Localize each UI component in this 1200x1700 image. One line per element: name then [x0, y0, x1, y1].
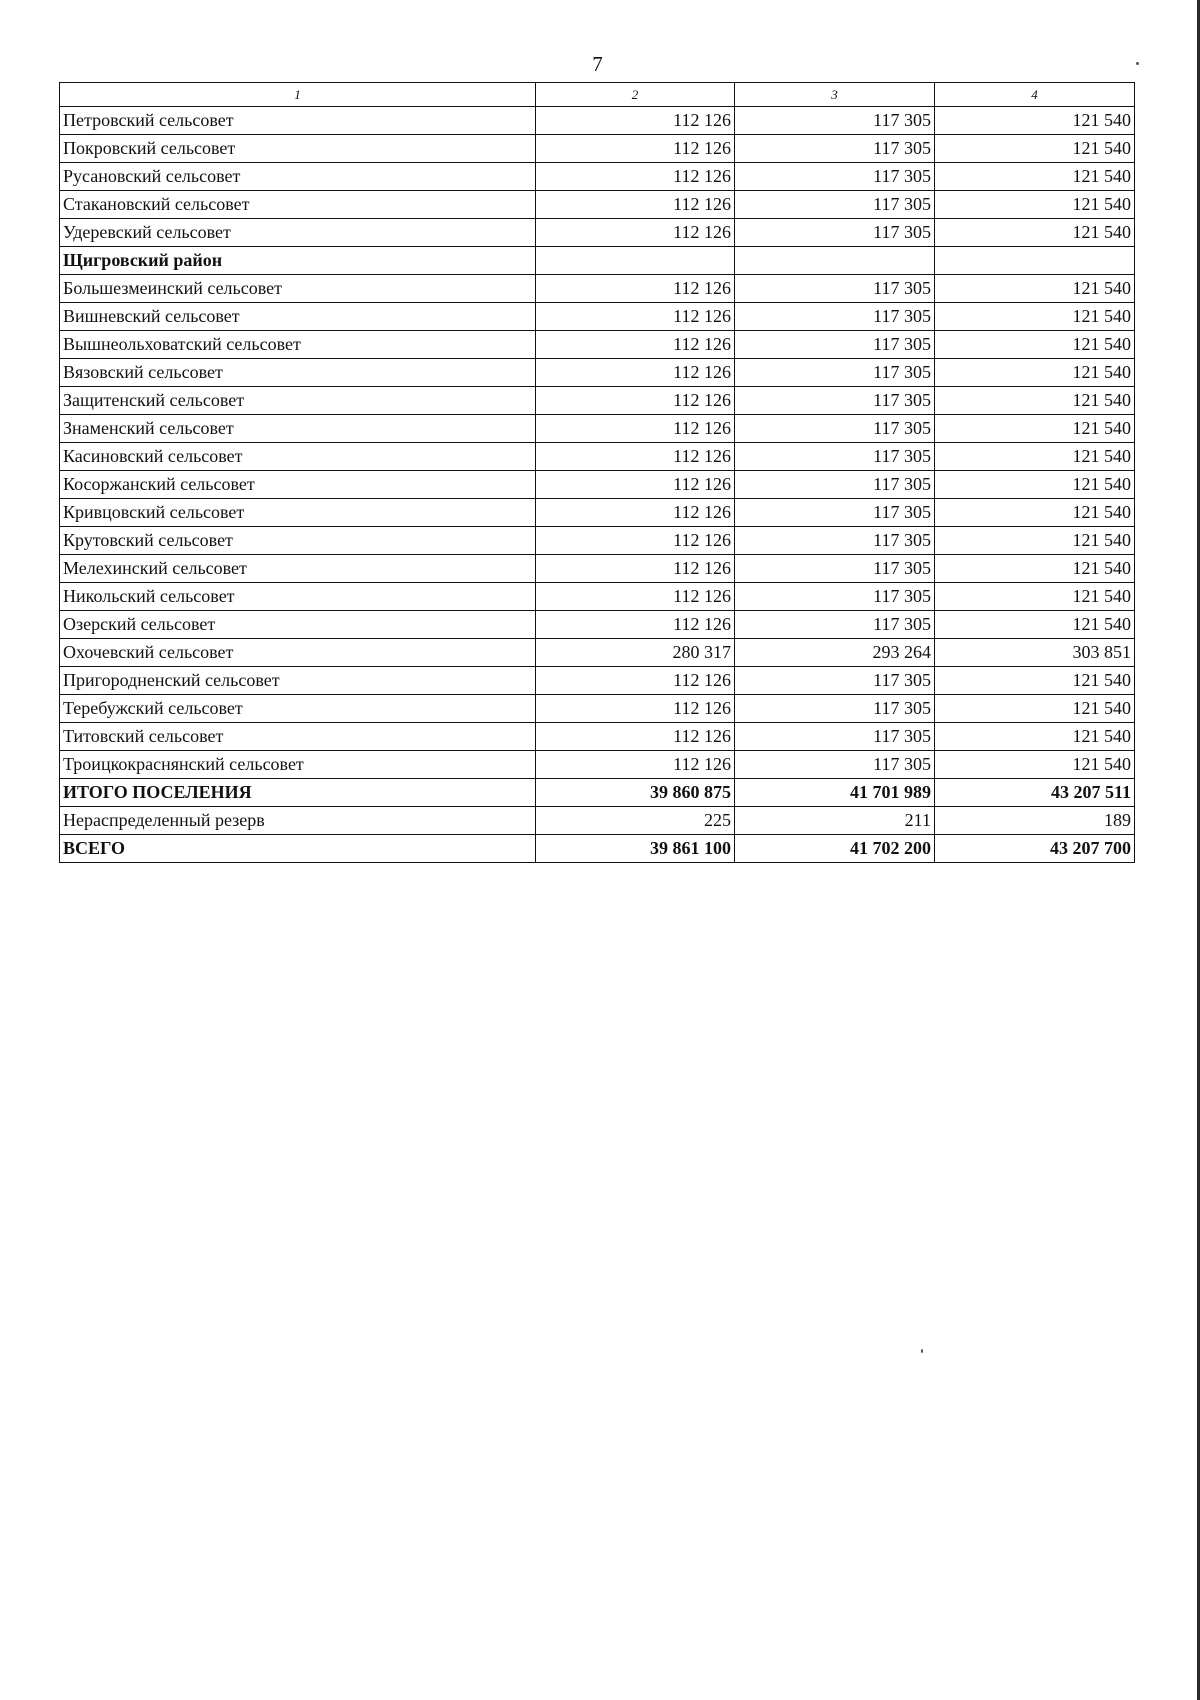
row-name-cell: Удеревский сельсовет — [60, 219, 536, 247]
value-cell-col4: 121 540 — [935, 555, 1135, 583]
table-body — [60, 107, 1135, 863]
table-row — [60, 135, 1135, 163]
table-row — [60, 219, 1135, 247]
row-name-cell: Никольский сельсовет — [60, 583, 536, 611]
value-cell-col3: 293 264 — [735, 639, 935, 667]
value-cell-col3: 117 305 — [735, 415, 935, 443]
table-row — [60, 723, 1135, 751]
value-cell-col4: 121 540 — [935, 359, 1135, 387]
value-cell-col2: 112 126 — [536, 751, 735, 779]
value-cell-col4: 121 540 — [935, 583, 1135, 611]
value-cell-col3: 117 305 — [735, 667, 935, 695]
table-row — [60, 611, 1135, 639]
table-row — [60, 303, 1135, 331]
value-cell-col2: 112 126 — [536, 555, 735, 583]
value-cell-col4: 189 — [935, 807, 1135, 835]
value-cell-col4: 121 540 — [935, 107, 1135, 135]
value-cell-col4: 121 540 — [935, 443, 1135, 471]
value-cell-col3: 117 305 — [735, 303, 935, 331]
table-row — [60, 415, 1135, 443]
value-cell-col4 — [935, 247, 1135, 275]
value-cell-col4: 121 540 — [935, 275, 1135, 303]
row-name-cell: Пригородненский сельсовет — [60, 667, 536, 695]
value-cell-col3: 117 305 — [735, 527, 935, 555]
value-cell-col3: 117 305 — [735, 331, 935, 359]
value-cell-col2: 112 126 — [536, 471, 735, 499]
value-cell-col4: 121 540 — [935, 135, 1135, 163]
row-name-cell: Троицкокраснянский сельсовет — [60, 751, 536, 779]
value-cell-col2: 112 126 — [536, 303, 735, 331]
column-header-3: 3 — [735, 83, 935, 107]
row-name-cell: Кривцовский сельсовет — [60, 499, 536, 527]
value-cell-col4: 121 540 — [935, 415, 1135, 443]
table-row — [60, 695, 1135, 723]
row-name-cell: Защитенский сельсовет — [60, 387, 536, 415]
value-cell-col2 — [536, 247, 735, 275]
value-cell-col3: 41 701 989 — [735, 779, 935, 807]
value-cell-col3: 117 305 — [735, 471, 935, 499]
value-cell-col2: 112 126 — [536, 695, 735, 723]
row-name-cell: ИТОГО ПОСЕЛЕНИЯ — [60, 779, 536, 807]
table-row — [60, 443, 1135, 471]
value-cell-col4: 121 540 — [935, 667, 1135, 695]
value-cell-col4: 121 540 — [935, 471, 1135, 499]
value-cell-col4: 121 540 — [935, 611, 1135, 639]
value-cell-col4: 43 207 511 — [935, 779, 1135, 807]
value-cell-col3: 117 305 — [735, 555, 935, 583]
table-row — [60, 387, 1135, 415]
value-cell-col4: 121 540 — [935, 191, 1135, 219]
value-cell-col4: 121 540 — [935, 695, 1135, 723]
value-cell-col2: 112 126 — [536, 387, 735, 415]
value-cell-col4: 43 207 700 — [935, 835, 1135, 863]
value-cell-col4: 121 540 — [935, 163, 1135, 191]
value-cell-col2: 112 126 — [536, 443, 735, 471]
table-row — [60, 359, 1135, 387]
row-name-cell: Нераспределенный резерв — [60, 807, 536, 835]
table-row — [60, 275, 1135, 303]
row-name-cell: ВСЕГО — [60, 835, 536, 863]
row-name-cell: Озерский сельсовет — [60, 611, 536, 639]
table-row — [60, 331, 1135, 359]
row-name-cell: Вышнеольховатский сельсовет — [60, 331, 536, 359]
table-row — [60, 191, 1135, 219]
value-cell-col3: 117 305 — [735, 191, 935, 219]
value-cell-col3: 117 305 — [735, 583, 935, 611]
row-name-cell: Титовский сельсовет — [60, 723, 536, 751]
row-name-cell: Косоржанский сельсовет — [60, 471, 536, 499]
value-cell-col3: 117 305 — [735, 499, 935, 527]
row-name-cell: Русановский сельсовет — [60, 163, 536, 191]
value-cell-col4: 121 540 — [935, 387, 1135, 415]
row-name-cell: Петровский сельсовет — [60, 107, 536, 135]
table-row — [60, 471, 1135, 499]
value-cell-col4: 121 540 — [935, 751, 1135, 779]
row-name-cell: Вишневский сельсовет — [60, 303, 536, 331]
value-cell-col2: 112 126 — [536, 499, 735, 527]
value-cell-col3: 117 305 — [735, 695, 935, 723]
value-cell-col4: 303 851 — [935, 639, 1135, 667]
value-cell-col2: 112 126 — [536, 527, 735, 555]
value-cell-col3: 117 305 — [735, 135, 935, 163]
table-row — [60, 779, 1135, 807]
value-cell-col3: 117 305 — [735, 359, 935, 387]
table-row — [60, 835, 1135, 863]
value-cell-col4: 121 540 — [935, 331, 1135, 359]
value-cell-col2: 112 126 — [536, 107, 735, 135]
value-cell-col2: 112 126 — [536, 415, 735, 443]
value-cell-col4: 121 540 — [935, 219, 1135, 247]
table-row — [60, 751, 1135, 779]
row-name-cell: Стакановский сельсовет — [60, 191, 536, 219]
value-cell-col3: 117 305 — [735, 751, 935, 779]
page-number: 7 — [592, 52, 603, 76]
value-cell-col3: 117 305 — [735, 387, 935, 415]
row-name-cell: Мелехинский сельсовет — [60, 555, 536, 583]
row-name-cell: Теребужский сельсовет — [60, 695, 536, 723]
row-name-cell: Вязовский сельсовет — [60, 359, 536, 387]
scan-speck — [921, 1349, 923, 1353]
value-cell-col3: 41 702 200 — [735, 835, 935, 863]
value-cell-col2: 112 126 — [536, 191, 735, 219]
value-cell-col2: 112 126 — [536, 135, 735, 163]
table-row — [60, 667, 1135, 695]
table-row — [60, 247, 1135, 275]
value-cell-col4: 121 540 — [935, 723, 1135, 751]
value-cell-col3 — [735, 247, 935, 275]
value-cell-col3: 117 305 — [735, 723, 935, 751]
value-cell-col4: 121 540 — [935, 527, 1135, 555]
value-cell-col3: 117 305 — [735, 275, 935, 303]
allocation-table — [59, 82, 1135, 863]
row-name-cell: Охочевский сельсовет — [60, 639, 536, 667]
row-name-cell: Большезмеинский сельсовет — [60, 275, 536, 303]
table-row — [60, 639, 1135, 667]
value-cell-col2: 39 861 100 — [536, 835, 735, 863]
value-cell-col3: 211 — [735, 807, 935, 835]
value-cell-col3: 117 305 — [735, 219, 935, 247]
row-name-cell: Покровский сельсовет — [60, 135, 536, 163]
value-cell-col2: 280 317 — [536, 639, 735, 667]
value-cell-col2: 112 126 — [536, 583, 735, 611]
value-cell-col3: 117 305 — [735, 443, 935, 471]
column-header-4: 4 — [935, 83, 1135, 107]
row-name-cell: Щигровский район — [60, 247, 536, 275]
value-cell-col4: 121 540 — [935, 303, 1135, 331]
value-cell-col2: 112 126 — [536, 611, 735, 639]
value-cell-col2: 39 860 875 — [536, 779, 735, 807]
table-row — [60, 163, 1135, 191]
value-cell-col4: 121 540 — [935, 499, 1135, 527]
value-cell-col2: 112 126 — [536, 275, 735, 303]
column-header-1: 1 — [60, 83, 536, 107]
table-row — [60, 107, 1135, 135]
table-row — [60, 807, 1135, 835]
value-cell-col3: 117 305 — [735, 107, 935, 135]
value-cell-col3: 117 305 — [735, 611, 935, 639]
table-row — [60, 555, 1135, 583]
table-row — [60, 499, 1135, 527]
value-cell-col2: 112 126 — [536, 331, 735, 359]
column-header-2: 2 — [536, 83, 735, 107]
table-row — [60, 583, 1135, 611]
value-cell-col2: 112 126 — [536, 723, 735, 751]
value-cell-col2: 225 — [536, 807, 735, 835]
value-cell-col2: 112 126 — [536, 163, 735, 191]
table-row — [60, 527, 1135, 555]
value-cell-col2: 112 126 — [536, 219, 735, 247]
row-name-cell: Знаменский сельсовет — [60, 415, 536, 443]
value-cell-col2: 112 126 — [536, 359, 735, 387]
value-cell-col3: 117 305 — [735, 163, 935, 191]
row-name-cell: Касиновский сельсовет — [60, 443, 536, 471]
value-cell-col2: 112 126 — [536, 667, 735, 695]
row-name-cell: Крутовский сельсовет — [60, 527, 536, 555]
column-number-header-row — [60, 83, 1135, 107]
